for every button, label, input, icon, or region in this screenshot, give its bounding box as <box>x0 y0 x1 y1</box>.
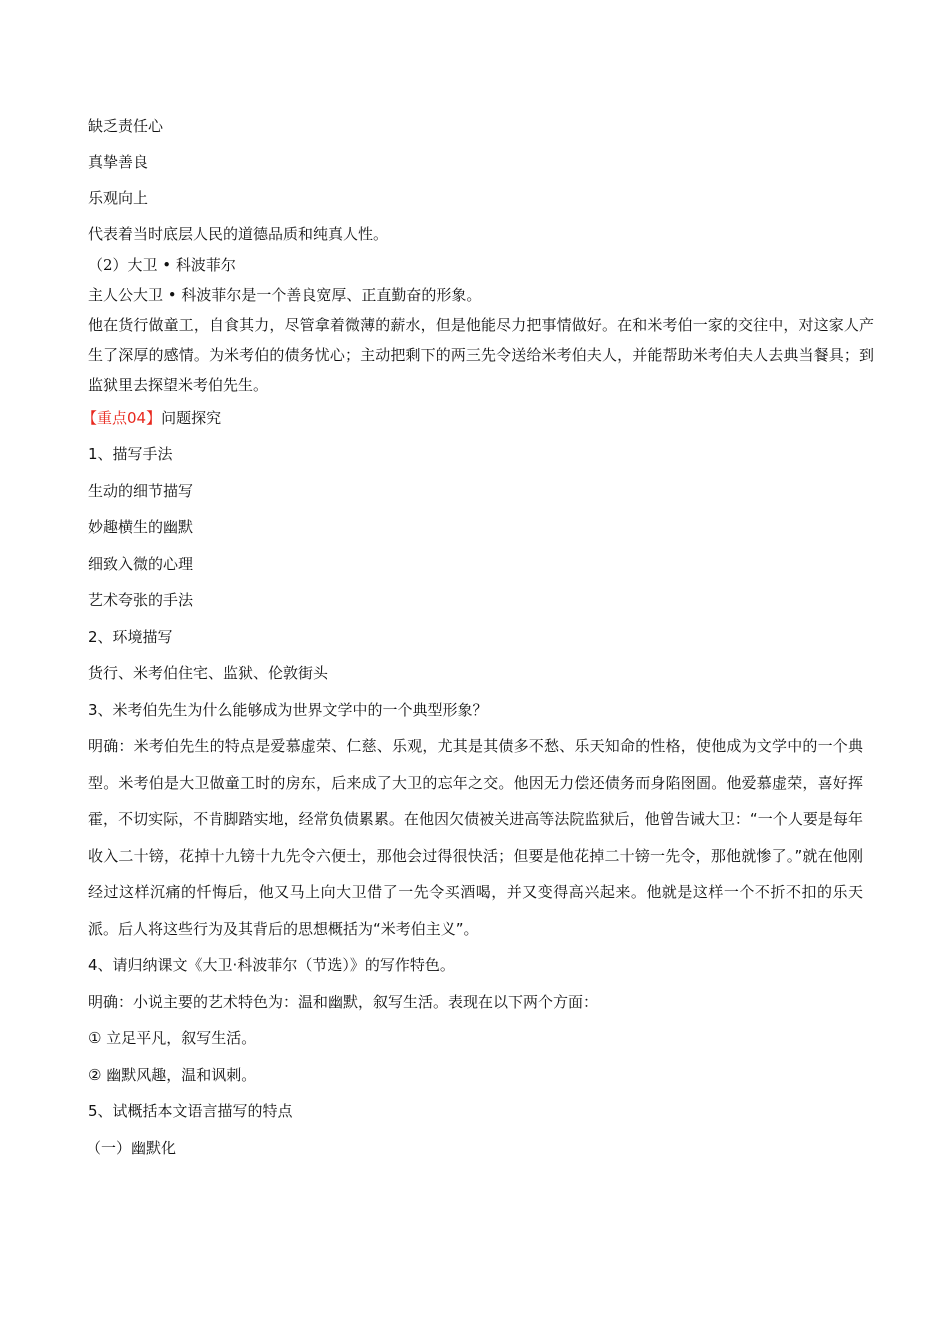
q3-answer: 明确：米考伯先生的特点是爱慕虚荣、仁慈、乐观，尤其是其债多不愁、乐天知命的性格，使他成为文学中的一个典型。米考伯是大卫做童工时的房东，后来成了大卫的忘年之交。他因无力偿还债务而身陷囹圄。他爱慕虚荣，喜好挥霍，不切实际，不肯脚踏实地，经常负债累累。在他因欠债被关进高等法院监狱后，他曾告诫大卫：“一个人要是每年收入二十镑，花掉十九镑十九先令六便士，那他会过得很快活；但要是他花掉二十镑一先令，那他就惨了。”就在他刚经过这样沉痛的忏悔后，他又马上向大卫借了一先令买酒喝，并又变得高兴起来。他就是这样一个不折不扣的乐天派。后人将这些行为及其背后的思想概括为“米考伯主义”。 <box>88 737 863 938</box>
q4-item: ② 幽默风趣，温和讽刺。 <box>88 1065 257 1084</box>
q1-item: 艺术夸张的手法 <box>88 591 194 609</box>
david-body: 他在货行做童工，自食其力，尽管拿着微薄的薪水，但是他能尽力把事情做好。在和米考伯一家的交往中，对这家人产生了深厚的感情。为米考伯的债务忧心；主动把剩下的两三先令送给米考伯夫人，并能帮助米考伯夫人去典当餐具；到监狱里去探望米考伯先生。 <box>88 316 874 394</box>
q5-title: 5、试概括本文语言描写的特点 <box>88 1102 293 1120</box>
trait-optimistic: 乐观向上 <box>88 189 149 207</box>
q2-title: 2、环境描写 <box>88 627 173 646</box>
key-point-tag: 【重点04】 <box>82 409 162 427</box>
trait-summary: 代表着当时底层人民的道德品质和纯真人性。 <box>88 225 389 243</box>
document-content <box>82 112 874 1166</box>
q2-answer: 货行、米考伯住宅、监狱、伦敦街头 <box>88 664 329 682</box>
q3-title: 3、米考伯先生为什么能够成为世界文学中的一个典型形象？ <box>88 700 488 719</box>
david-heading: （2）大卫 • 科波菲尔 <box>88 256 236 274</box>
q4-item: ① 立足平凡，叙写生活。 <box>88 1029 257 1047</box>
q4-title: 4、请归纳课文《大卫·科波菲尔（节选）》的写作特色。 <box>88 956 455 974</box>
trait-irresponsible: 缺乏责任心 <box>88 117 164 135</box>
q1-item: 生动的细节描写 <box>88 481 194 500</box>
david-intro: 主人公大卫 • 科波菲尔是一个善良宽厚、正直勤奋的形象。 <box>88 286 482 304</box>
key-point-heading <box>82 400 868 436</box>
trait-sincere-kind: 真挚善良 <box>88 153 149 171</box>
q5-subheading: （一）幽默化 <box>86 1138 177 1157</box>
key-point-title: 问题探究 <box>161 409 222 427</box>
q4-answer: 明确：小说主要的艺术特色为：温和幽默，叙写生活。表现在以下两个方面： <box>88 992 599 1011</box>
q1-item: 细致入微的心理 <box>88 554 194 573</box>
q1-title: 1、描写手法 <box>88 445 173 463</box>
q1-item: 妙趣横生的幽默 <box>88 518 194 536</box>
